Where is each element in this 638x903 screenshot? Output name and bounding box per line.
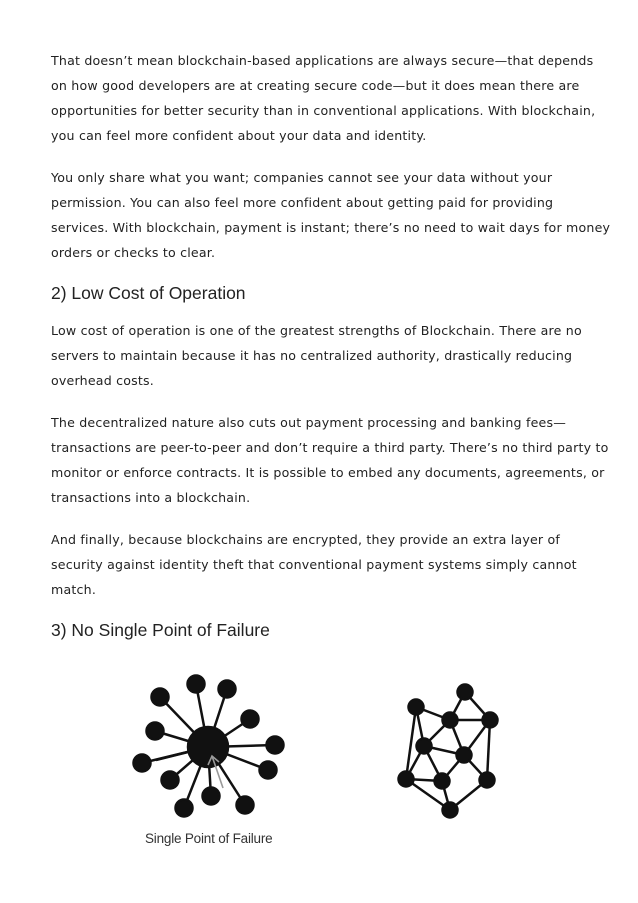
network-diagrams bbox=[120, 670, 520, 850]
section-heading-low-cost: 2) Low Cost of Operation bbox=[51, 283, 246, 303]
network-node bbox=[483, 713, 498, 728]
peripheral-node bbox=[162, 772, 179, 789]
peripheral-node bbox=[267, 737, 284, 754]
peripheral-node bbox=[147, 723, 164, 740]
paragraph-low-cost: Low cost of operation is one of the greatest strengths of Blockchain. There are no servers to maintain because it has no centralized authority, drastically reducing overhead costs. bbox=[51, 323, 582, 388]
paragraph-encryption: And finally, because blockchains are encrypted, they provide an extra layer of security against identity theft that conventional payment systems simply cannot match. bbox=[51, 532, 577, 597]
peripheral-node bbox=[260, 762, 277, 779]
centralized-network bbox=[134, 676, 284, 817]
network-node bbox=[458, 685, 473, 700]
network-node bbox=[443, 803, 458, 818]
network-node bbox=[457, 748, 472, 763]
peripheral-node bbox=[219, 681, 236, 698]
section-heading-no-single-point: 3) No Single Point of Failure bbox=[51, 620, 270, 640]
peripheral-node bbox=[134, 755, 151, 772]
distributed-network bbox=[399, 685, 498, 818]
network-node bbox=[417, 739, 432, 754]
peripheral-node bbox=[188, 676, 205, 693]
peripheral-node bbox=[152, 689, 169, 706]
paragraph-security: That doesn’t mean blockchain-based applications are always secure—that depends on how good developers are at creating secure code—but it does mean there are opportunities for better security than in conventional applications. With blockchain, you can feel more confident about your data and identity. bbox=[51, 53, 596, 143]
peripheral-node bbox=[242, 711, 259, 728]
network-node bbox=[399, 772, 414, 787]
paragraph-decentralized: The decentralized nature also cuts out payment processing and banking fees—transactions are peer-to-peer and don’t require a third party. There’s no third party to monitor or enforce contracts. It is possible to embed any documents, agreements, or transactions into a blockchain. bbox=[51, 415, 609, 505]
figure-caption: Single Point of Failure bbox=[145, 831, 273, 846]
article-body bbox=[51, 48, 611, 655]
peripheral-node bbox=[237, 797, 254, 814]
network-node bbox=[435, 774, 450, 789]
peripheral-node bbox=[176, 800, 193, 817]
network-node bbox=[409, 700, 424, 715]
network-node bbox=[480, 773, 495, 788]
paragraph-permission: You only share what you want; companies cannot see your data without your permission. You can also feel more confident about getting paid for providing services. With blockchain, payment is instant; there’s no need to wait days for money orders or checks to clear. bbox=[51, 170, 611, 260]
hub-node bbox=[188, 727, 228, 767]
network-diagram-figure bbox=[120, 670, 520, 860]
network-node bbox=[443, 713, 458, 728]
peripheral-node bbox=[203, 788, 220, 805]
